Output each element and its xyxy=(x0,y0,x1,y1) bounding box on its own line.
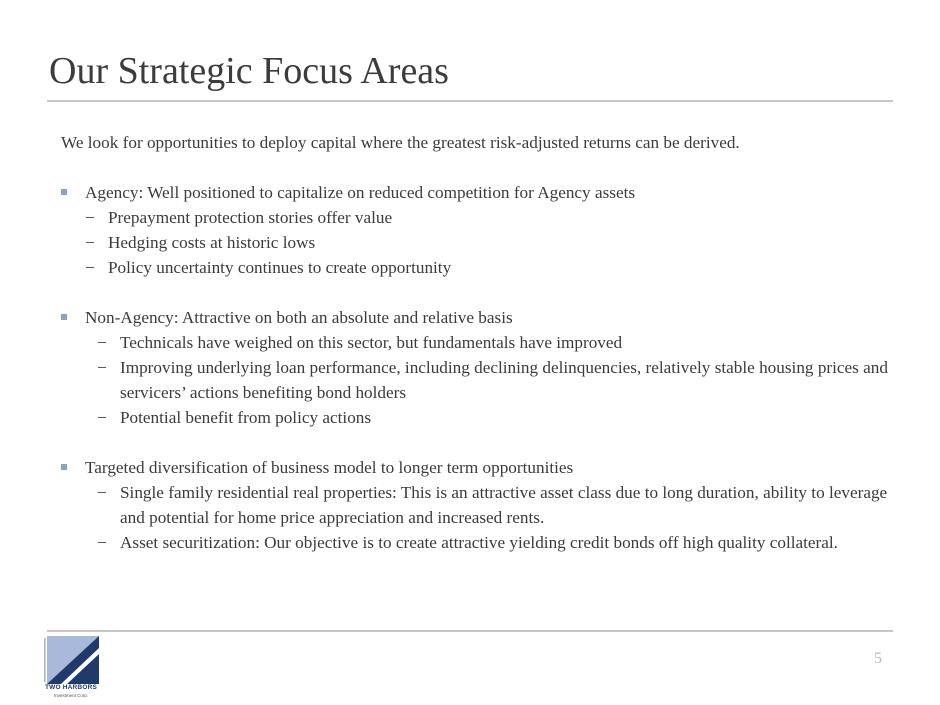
sub-text: Potential benefit from policy actions xyxy=(120,408,372,427)
bullet-text: Non-Agency: Attractive on both an absolute and relative basis xyxy=(85,308,513,327)
footer-divider xyxy=(47,630,893,632)
square-bullet-icon xyxy=(61,314,67,320)
sub-item xyxy=(97,355,891,405)
sub-item xyxy=(85,255,891,280)
page-number: 5 xyxy=(874,650,882,667)
dash-icon: − xyxy=(97,483,107,502)
bullet-item xyxy=(61,455,891,480)
sub-item xyxy=(97,480,891,530)
square-bullet-icon xyxy=(61,464,67,470)
sub-text: Asset securitization: Our objective is to create attractive yielding credit bonds off high quality collateral. xyxy=(120,533,838,552)
sub-item xyxy=(97,530,891,555)
dash-icon: − xyxy=(85,208,95,227)
section-diversification xyxy=(61,455,891,555)
bullet-text: Agency: Well positioned to capitalize on reduced competition for Agency assets xyxy=(85,183,636,202)
sub-text: Single family residential real properties: This is an attractive asset class due to long duration, ability to leverage and potential for home price appreciation and increased rents. xyxy=(120,483,888,527)
dash-icon: − xyxy=(97,408,107,427)
sub-item xyxy=(97,330,891,355)
sub-text: Hedging costs at historic lows xyxy=(108,233,316,252)
bullet-item xyxy=(61,180,891,205)
sub-text: Improving underlying loan performance, including declining delinquencies, relatively stable housing prices and servicers’ actions benefiting bond holders xyxy=(120,358,888,402)
sub-text: Prepayment protection stories offer value xyxy=(108,208,393,227)
sub-item xyxy=(85,230,891,255)
sub-item xyxy=(97,405,891,430)
bullet-text: Targeted diversification of business model to longer term opportunities xyxy=(85,458,574,477)
slide-body xyxy=(61,130,891,580)
intro-text: We look for opportunities to deploy capital where the greatest risk-adjusted returns can be derived. xyxy=(61,133,740,152)
section-agency xyxy=(61,180,891,280)
dash-icon: − xyxy=(85,258,95,277)
slide-title: Our Strategic Focus Areas xyxy=(49,50,449,92)
dash-icon: − xyxy=(85,233,95,252)
section-non-agency xyxy=(61,305,891,430)
dash-icon: − xyxy=(97,533,107,552)
square-bullet-icon xyxy=(61,189,67,195)
dash-icon: − xyxy=(97,333,107,352)
sub-text: Policy uncertainty continues to create opportunity xyxy=(108,258,452,277)
sub-list xyxy=(61,205,891,280)
sub-item xyxy=(85,205,891,230)
dash-icon: − xyxy=(97,358,107,377)
bullet-item xyxy=(61,305,891,330)
title-divider xyxy=(47,100,893,102)
sub-text: Technicals have weighed on this sector, but fundamentals have improved xyxy=(120,333,623,352)
logo-subtitle: Investment Corp. xyxy=(53,693,89,698)
logo-wordmark: TWO HARBORS xyxy=(44,684,98,691)
sub-list xyxy=(61,480,891,555)
sub-list xyxy=(61,330,891,430)
